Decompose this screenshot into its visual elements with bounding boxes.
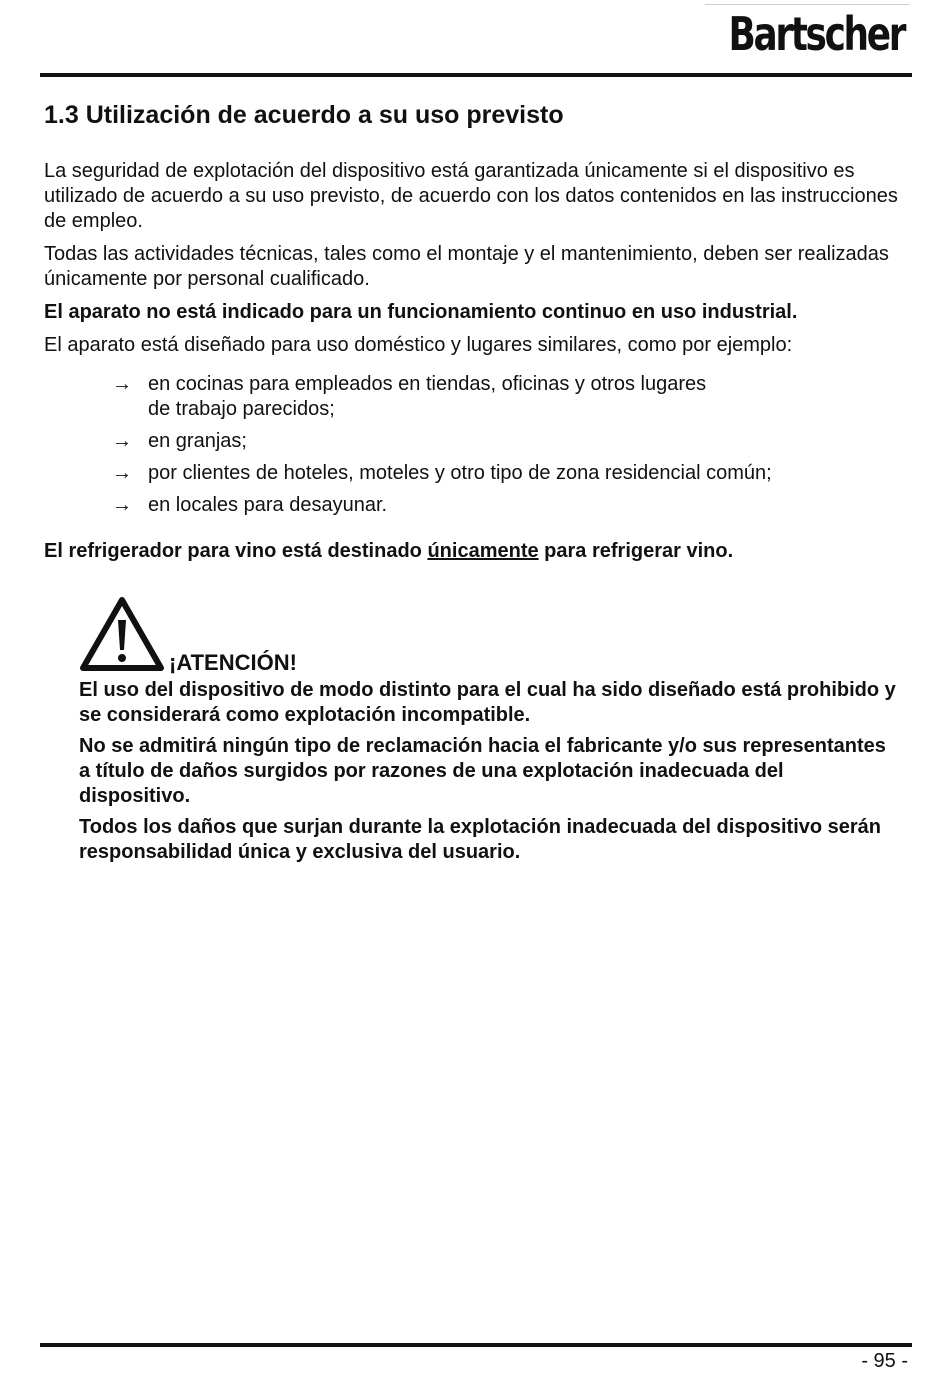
footer-rule bbox=[40, 1343, 912, 1347]
warning-paragraph-misuse: El uso del dispositivo de modo distinto para el cual ha sido diseñado está prohibido y se considerará como explotación incompatible. bbox=[79, 679, 896, 726]
arrow-right-icon: → bbox=[112, 494, 132, 516]
arrow-right-icon: → bbox=[112, 373, 132, 395]
paragraph-not-industrial: El aparato no está indicado para un funcionamiento continuo en uso industrial. bbox=[44, 301, 798, 323]
paragraph-technical: Todas las actividades técnicas, tales como el montaje y el mantenimiento, deben ser realizadas únicamente por personal cualificado. bbox=[44, 243, 889, 290]
brand-logo: Bartscher bbox=[728, 7, 904, 61]
paragraph-intended-use: El refrigerador para vino está destinado únicamente para refrigerar vino. bbox=[44, 540, 734, 562]
usage-list bbox=[44, 372, 916, 518]
warning-title: ¡ATENCIÓN! bbox=[169, 650, 297, 675]
list-item: → en granjas; bbox=[112, 430, 247, 452]
page-number: - 95 - bbox=[861, 1350, 908, 1372]
warning-paragraph-claims: No se admitirá ningún tipo de reclamación hacia el fabricante y/o sus representantes a título de daños surgidos por razones de una explotación inadecuada del dispositivo. bbox=[79, 735, 886, 807]
list-item: → en locales para desayunar. bbox=[112, 494, 388, 516]
paragraph-domestic: El aparato está diseñado para uso doméstico y lugares similares, como por ejemplo: bbox=[44, 334, 793, 356]
arrow-right-icon: → bbox=[112, 462, 132, 484]
list-item: → por clientes de hoteles, moteles y otro tipo de zona residencial común; bbox=[112, 462, 772, 484]
arrow-right-icon: → bbox=[112, 430, 132, 452]
section-title: 1.3 Utilización de acuerdo a su uso previsto bbox=[44, 101, 564, 129]
warning-box bbox=[79, 596, 899, 871]
warning-triangle-icon bbox=[79, 596, 165, 674]
header-rule bbox=[40, 73, 912, 77]
list-item: → en cocinas para empleados en tiendas, oficinas y otros lugares de trabajo parecidos; bbox=[112, 373, 707, 420]
paragraph-safety: La seguridad de explotación del dispositivo está garantizada únicamente si el dispositivo es utilizado de acuerdo a su uso previsto, de acuerdo con los datos contenidos en las instrucciones de empleo. bbox=[44, 160, 898, 232]
warning-paragraph-liability: Todos los daños que surjan durante la explotación inadecuada del dispositivo serán responsabilidad única y exclusiva del usuario. bbox=[79, 816, 882, 863]
section-content bbox=[44, 98, 916, 564]
emphasis-underlined: únicamente bbox=[427, 540, 539, 562]
